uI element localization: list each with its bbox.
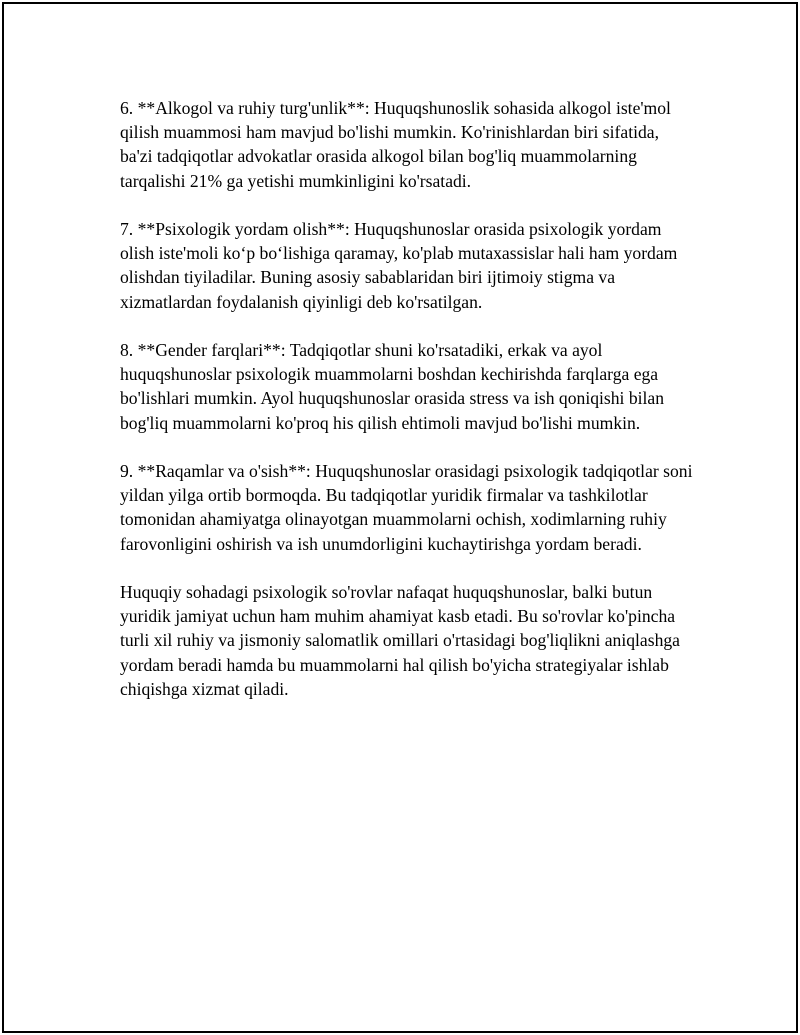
paragraph-conclusion: Huquqiy sohadagi psixologik so'rovlar nafaqat huquqshunoslar, balki butun yuridik jamiyat uchun ham muhim ahamiyat kasb etadi. Bu so'rovlar ko'pincha turli xil ruhiy va jismoniy salomatlik omillari o'rtasidagi bog'liqlikni aniqlashga yordam beradi hamda bu muammolarni hal qilish bo'yicha strategiyalar ishlab chiqishga xizmat qiladi. — [120, 582, 680, 699]
document-page — [2, 2, 798, 1033]
paragraph-gender-differences: 8. **Gender farqlari**: Tadqiqotlar shuni ko'rsatadiki, erkak va ayol huquqshunoslar psixologik muammolarni boshdan kechirishda farqlarga ega bo'lishlari mumkin. Ayol huquqshunoslar orasida stress va ish qoniqishi bilan bog'liq muammolarni ko'proq his qilish ehtimoli mavjud bo'lishi mumkin. — [120, 340, 664, 433]
paragraph-numbers-growth: 9. **Raqamlar va o'sish**: Huquqshunoslar orasidagi psixologik tadqiqotlar soni yildan yilga ortib bormoqda. Bu tadqiqotlar yuridik firmalar va tashkilotlar tomonidan ahamiyatga olinayotgan muammolarni ochish, xodimlarning ruhiy farovonligini oshirish va ish unumdorligini kuchaytirishga yordam beradi. — [120, 461, 693, 554]
paragraph-psychological-help: 7. **Psixologik yordam olish**: Huquqshunoslar orasida psixologik yordam olish iste'moli ko‘p bo‘lishiga qaramay, ko'plab mutaxassislar hali ham yordam olishdan tiyiladilar. Buning asosiy sabablaridan biri ijtimoiy stigma va xizmatlardan foydalanish qiyinligi deb ko'rsatilgan. — [120, 219, 678, 312]
paragraph-alcohol: 6. **Alkogol va ruhiy turg'unlik**: Huquqshunoslik sohasida alkogol iste'mol qilish muammosi ham mavjud bo'lishi mumkin. Ko'rinishlardan biri sifatida, ba'zi tadqiqotlar advokatlar orasida alkogol bilan bog'liq muammolarning tarqalishi 21% ga yetishi mumkinligini ko'rsatadi. — [120, 98, 671, 191]
document-body — [120, 96, 695, 725]
